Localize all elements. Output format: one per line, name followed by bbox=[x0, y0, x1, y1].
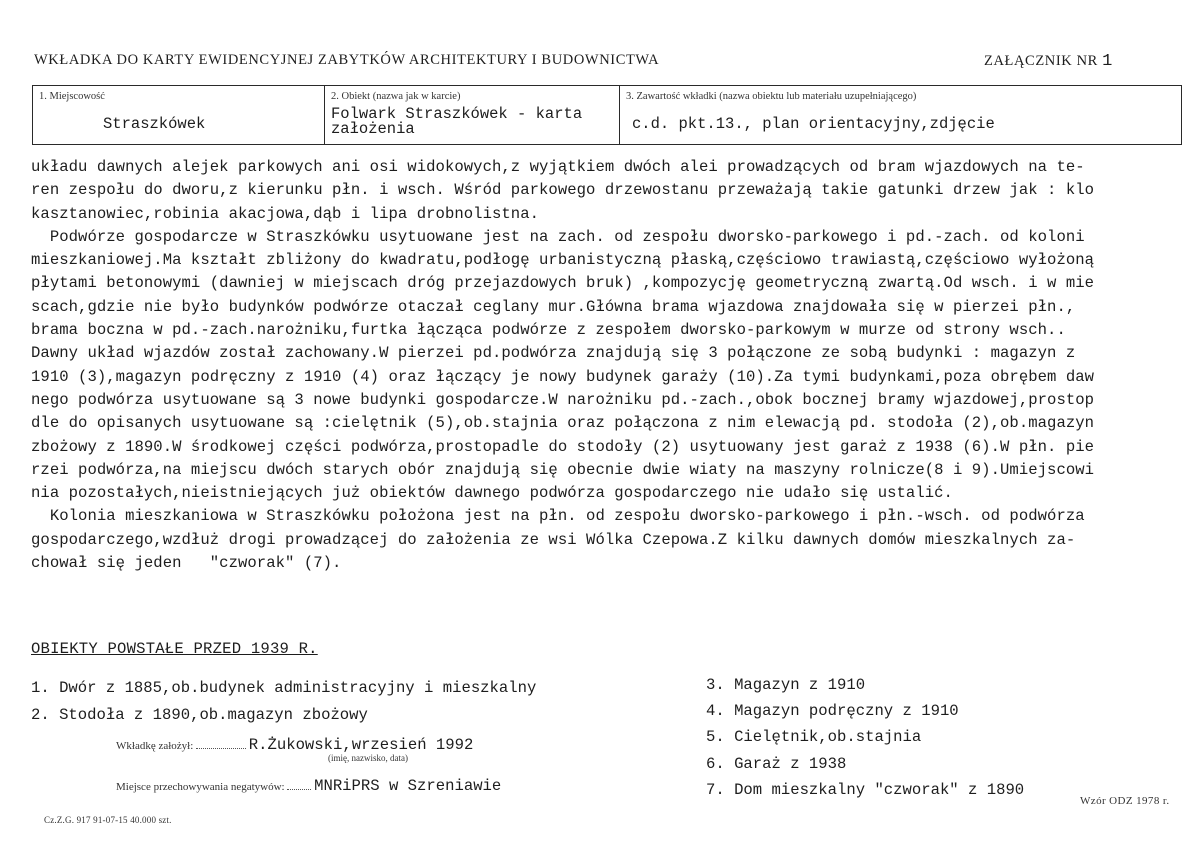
text-line: nego podwórza usytuowane są 3 nowe budynki gospodarcze.W narożniku pd.-zach.,obok bocznej bramy wjazdowej,prostop bbox=[31, 390, 1095, 409]
form-title: WKŁADKA DO KARTY EWIDENCYJNEJ ZABYTKÓW ARCHITEKTURY I BUDOWNICTWA bbox=[34, 52, 660, 68]
text-line: nia pozostałych,nieistniejących już obiektów dawnego podwórza gospodarczego nie udało się ustalić. bbox=[31, 484, 953, 503]
object-list-item: 1. Dwór z 1885,ob.budynek administracyjny i mieszkalny bbox=[31, 679, 537, 697]
text-line: 1910 (3),magazyn podręczny z 1910 (4) oraz łączący je nowy budynek garaży (10).Za tymi budynkami,poza obrębem daw bbox=[31, 367, 1095, 386]
text-line: dle do opisanych usytuowane są :cielętnik (5),ob.stajnia oraz połączona z nim elewacją pd. stodoła (2),ob.magazyn bbox=[31, 414, 1095, 433]
text-line: płytami betonowymi (dawniej w miejscach dróg przejazdowych bruk) ,kompozycję geometryczną zwartą.Od wsch. i w mie bbox=[31, 274, 1095, 293]
object-list-item: 5. Cielętnik,ob.stajnia bbox=[706, 728, 922, 747]
text-line: chował się jeden "czworak" (7). bbox=[31, 554, 342, 573]
object-list-item: 4. Magazyn podręczny z 1910 bbox=[706, 702, 959, 721]
text-line: rzei podwórza,na miejscu dwóch starych obór znajdują się obecnie dwie wiaty na maszyny rolnicze(8 i 9).Umiejscowi bbox=[31, 460, 1095, 479]
object-value: Folwark Straszkówek - karta założenia bbox=[331, 105, 583, 138]
text-line: układu dawnych alejek parkowych ani osi widokowych,z wyjątkiem dwóch alei prowadzących od bram wjazdowych na te- bbox=[31, 158, 1085, 176]
negatives-storage-row bbox=[116, 777, 501, 795]
text-line: Kolonia mieszkaniowa w Straszkówku położona jest na płn. od zespołu dworsko-parkowego i płn.-wsch. od podwórza bbox=[31, 507, 1085, 526]
objects-list-left bbox=[31, 675, 536, 729]
attachment-number: 1 bbox=[1102, 52, 1113, 71]
description-text bbox=[31, 156, 1198, 575]
contents-cell bbox=[620, 86, 1181, 144]
text-line: gospodarczego,wzdłuż drogi prowadzącej do założenia ze wsi Wólka Czepowa.Z kilku dawnych domów mieszkalnych za- bbox=[31, 530, 1076, 549]
text-line: scach,gdzie nie było budynków podwórze otaczał ceglany mur.Główna brama wjazdowa znajdowała się w pierzei płn., bbox=[31, 297, 1076, 316]
negatives-storage-label: Miejsce przechowywania negatywów: bbox=[116, 781, 285, 793]
header-fields-table bbox=[32, 85, 1182, 145]
attachment-label: ZAŁĄCZNIK NR bbox=[984, 53, 1098, 69]
object-label: 2. Obiekt (nazwa jak w karcie) bbox=[331, 91, 461, 102]
contents-value: c.d. pkt.13., plan orientacyjny,zdjęcie bbox=[632, 115, 995, 133]
negatives-storage-value: MNRiPRS w Szreniawie bbox=[314, 777, 502, 795]
contents-label: 3. Zawartość wkładki (nazwa obiektu lub materiału uzupełniającego) bbox=[626, 91, 917, 102]
prepared-by-row bbox=[116, 736, 473, 754]
place-cell bbox=[33, 86, 325, 144]
object-list-item: 7. Dom mieszkalny "czworak" z 1890 bbox=[706, 780, 1025, 799]
text-line: mieszkaniowej.Ma kształt zbliżony do kwadratu,podłogę urbanistyczną płaską,częściowo trawiastą,częściowo wyłożoną bbox=[31, 251, 1095, 270]
prepared-by-label: Wkładkę założył: bbox=[116, 740, 194, 752]
text-line: ren zespołu do dworu,z kierunku płn. i wsch. Wśród parkowego drzewostanu przeważają takie gatunki drzew jak : klo bbox=[31, 181, 1095, 200]
dotted-line bbox=[196, 748, 246, 749]
object-cell bbox=[325, 86, 620, 144]
text-line: Dawny układ wjazdów został zachowany.W pierzei pd.podwórza znajdują się 3 połączone ze sobą budynki : magazyn z bbox=[31, 344, 1076, 363]
object-list-item: 6. Garaż z 1938 bbox=[706, 754, 847, 773]
dotted-line bbox=[287, 789, 311, 790]
form-template: Wzór ODZ 1978 r. bbox=[1080, 795, 1170, 807]
prepared-by-value: R.Żukowski,wrzesień 1992 bbox=[248, 736, 474, 754]
text-line: zbożowy z 1890.W środkowej części podwórza,prostopadle do stodoły (2) usytuowany jest garaż z 1938 (6).W płn. pie bbox=[31, 437, 1095, 456]
attachment-header bbox=[984, 52, 1113, 71]
objects-list-right bbox=[706, 672, 1024, 803]
print-code: Cz.Z.G. 917 91-07-15 40.000 szt. bbox=[44, 815, 172, 825]
text-line: brama boczna w pd.-zach.narożniku,furtka łącząca podwórze z zespołem dworsko-parkowym w murze od strony wsch.. bbox=[31, 321, 1066, 340]
text-line: kasztanowiec,robinia akacjowa,dąb i lipa drobnolistna. bbox=[31, 204, 540, 223]
text-line: Podwórze gospodarcze w Straszkówku usytuowane jest na zach. od zespołu dworsko-parkowego i pd.-zach. od koloni bbox=[31, 227, 1085, 246]
place-label: 1. Miejscowość bbox=[39, 91, 105, 102]
section-title: OBIEKTY POWSTAŁE PRZED 1939 R. bbox=[31, 640, 318, 658]
object-list-item: 2. Stodoła z 1890,ob.magazyn zbożowy bbox=[31, 706, 368, 724]
object-list-item: 3. Magazyn z 1910 bbox=[706, 676, 866, 694]
prepared-by-hint: (imię, nazwisko, data) bbox=[328, 753, 408, 763]
place-value: Straszkówek bbox=[103, 115, 206, 133]
